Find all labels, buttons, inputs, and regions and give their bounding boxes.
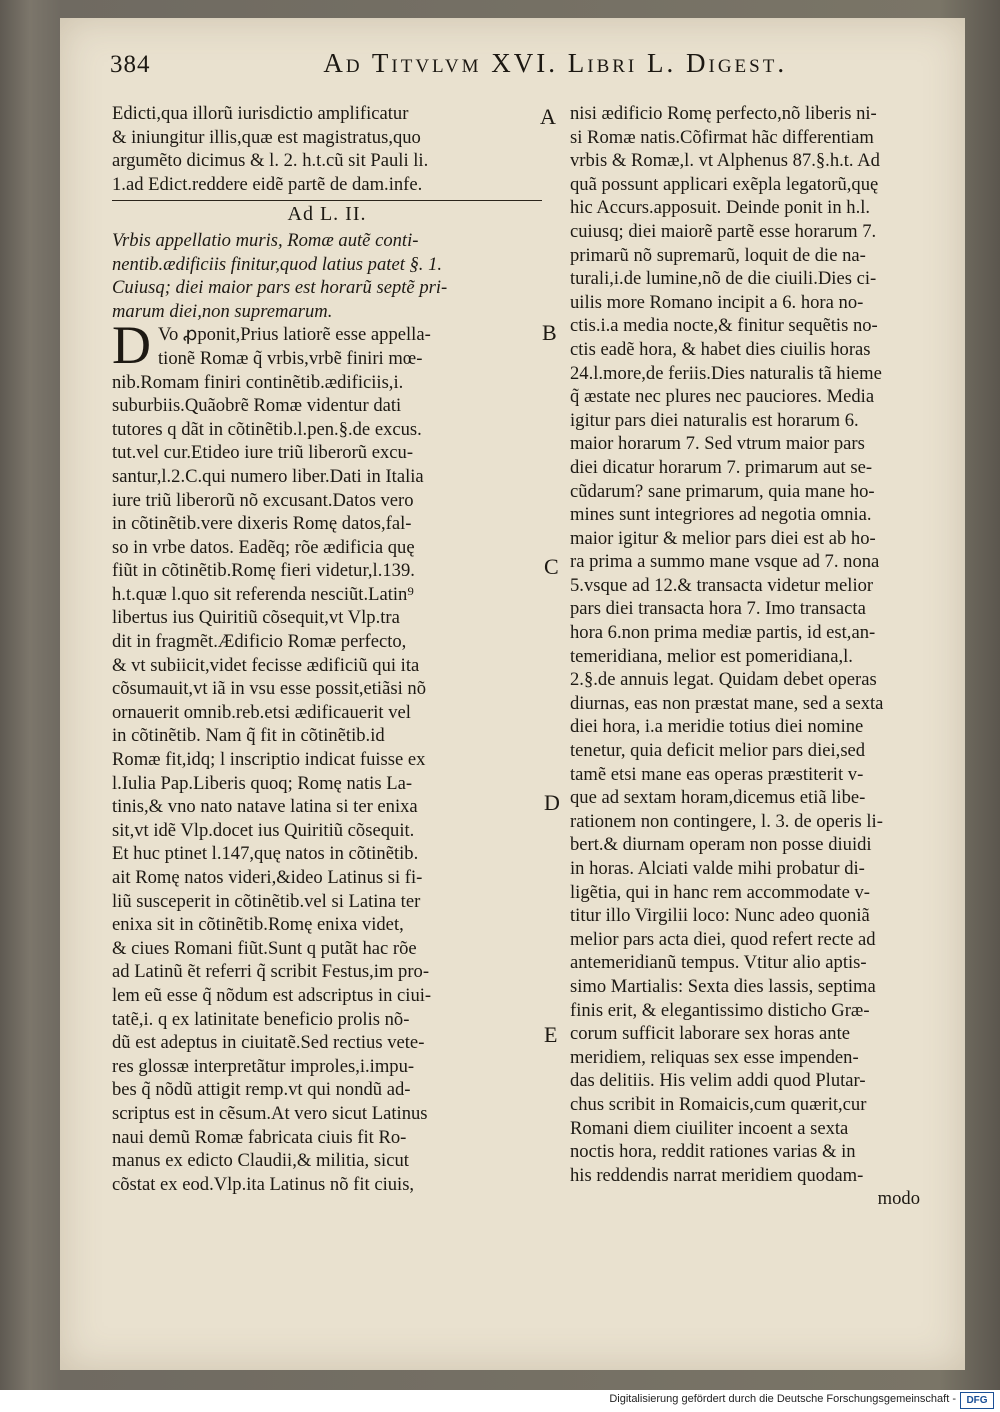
dropcap-text: Vo ꝓponit,Prius latiorẽ esse appella- bbox=[158, 324, 431, 346]
text-line: diei dicatur horarum 7. primarum aut se- bbox=[570, 456, 873, 478]
text-line: meridiem, reliquas sex esse impenden- bbox=[570, 1046, 859, 1068]
text-line: ligẽtia, qui in hanc rem accommodate v- bbox=[570, 881, 870, 903]
text-line: naui demũ Romæ fabricata ciuis fit Ro- bbox=[112, 1126, 407, 1148]
text-line: libertus ius Quiritiũ cõsequit,vt Vlp.tra bbox=[112, 607, 400, 629]
left-column bbox=[112, 102, 542, 1196]
running-head bbox=[110, 48, 920, 79]
text-line: tamẽ etsi mane eas operas præstiterit v- bbox=[570, 763, 864, 785]
text-line: liũ susceperit in cõtinẽtib.vel si Latina ter bbox=[112, 890, 421, 912]
text-line: bert.& diurnam operam non posse diuidi bbox=[570, 834, 872, 856]
text-line: pars diei transacta hora 7. Imo transacta bbox=[570, 598, 866, 620]
left-body-text bbox=[112, 371, 542, 1197]
text-line: tinis,& vno nato natave latina si ter enixa bbox=[112, 796, 418, 818]
margin-letter-e: E bbox=[544, 1022, 558, 1047]
text-line: 5.vsque ad 12.& transacta videtur melior bbox=[570, 574, 874, 596]
text-line: corum sufficit laborare sex horas ante bbox=[570, 1023, 851, 1045]
text-line: antemeridianũ tempus. Vtitur alio aptis- bbox=[570, 952, 867, 974]
text-line: primarũ nõ supremarũ, loquit de die na- bbox=[570, 244, 866, 266]
text-line: tatẽ,i. q ex latinitate beneficio prolis nõ- bbox=[112, 1008, 410, 1030]
text-line: simo Martialis: Sexta dies lassis, septima bbox=[570, 975, 876, 997]
text-line: in cõtinẽtib. Nam q̃ fit in cõtinẽtib.id bbox=[112, 725, 385, 747]
text-line: manus ex edicto Claudii,& militia, sicut bbox=[112, 1150, 409, 1172]
text-line: cõsumauit,vt iã in vsu esse possit,etiãsi nõ bbox=[112, 678, 426, 700]
section-heading: Ad L. II. bbox=[287, 203, 367, 226]
text-line: uilis more Romano incipit a 6. hora no- bbox=[570, 291, 864, 313]
text-line: diurnas, eas non præstat mane, sed a sexta bbox=[570, 692, 884, 714]
text-line: finis erit, & elegantissimo disticho Græ- bbox=[570, 999, 870, 1021]
text-line: tutores q dãt in cõtinẽtib.l.pen.§.de excus. bbox=[112, 418, 422, 440]
text-line: si Romæ natis.Cõfirmat hãc differentiam bbox=[570, 126, 874, 148]
text-line: tenetur, quia deficit melior pars diei,sed bbox=[570, 740, 866, 762]
page-title: Ad Titvlvm XVI. Libri L. Digest. bbox=[323, 48, 788, 78]
text-line: noctis hora, reddit rationes varias & in bbox=[570, 1141, 856, 1163]
text-line: so in vrbe datos. Eadẽq; rõe ædificia quę bbox=[112, 536, 415, 558]
right-column bbox=[570, 102, 920, 1211]
margin-letter-c: C bbox=[544, 554, 559, 579]
text-line: suburbiis.Quãobrẽ Romæ videntur dati bbox=[112, 395, 402, 417]
summary-line: Cuiusq; diei maior pars est horarũ septẽ pri- bbox=[112, 277, 448, 299]
text-line: res glossæ interpretãtur improles,i.impu- bbox=[112, 1055, 415, 1077]
text-line: nib.Romam finiri continẽtib.ædificiis,i. bbox=[112, 371, 404, 393]
text-line: 1.ad Edict.reddere eidẽ partẽ de dam.infe. bbox=[112, 173, 423, 195]
text-line: melior pars acta diei, quod refert recte ad bbox=[570, 928, 876, 950]
text-line: lem eũ esse q̃ nõdum est adscriptus in ciui- bbox=[112, 984, 432, 1006]
dropcap-letter: D bbox=[112, 315, 151, 376]
section-summary bbox=[112, 229, 542, 323]
text-line: & ciues Romani fiũt.Sunt q putãt hac rõe bbox=[112, 937, 417, 959]
text-line: titur illo Virgilii loco: Nunc adeo quoniã bbox=[570, 905, 870, 927]
margin-letter-a: A bbox=[540, 104, 556, 129]
text-line: Romani diem ciuiliter incoent a sexta bbox=[570, 1117, 849, 1139]
text-line: hic Accurs.apposuit. Deinde ponit in h.l. bbox=[570, 197, 871, 219]
text-line: & iniungitur illis,quæ est magistratus,quo bbox=[112, 126, 421, 148]
text-line: Et huc ptinet l.147,quę natos in cõtinẽtib. bbox=[112, 843, 419, 865]
text-line: in cõtinẽtib.vere dixeris Romę datos,fal- bbox=[112, 513, 412, 535]
text-line: rationem non contingere, l. 3. de operis li- bbox=[570, 810, 883, 832]
text-line: nisi ædificio Romę perfecto,nõ liberis ni- bbox=[570, 103, 877, 124]
text-line: cũdarum? sane primarum, quia mane ho- bbox=[570, 480, 875, 502]
text-line: argumẽto dicimus & l. 2. h.t.cũ sit Pauli li. bbox=[112, 150, 429, 172]
text-line: quã possunt applicari exẽpla legatorũ,quę bbox=[570, 173, 879, 195]
text-line: maior igitur & melior pars diei est ab ho- bbox=[570, 527, 876, 549]
text-line: h.t.quæ l.quo sit referenda nesciũt.Latin⁹ bbox=[112, 583, 414, 605]
text-line: cuiusq; diei maiorẽ partẽ esse horarum 7. bbox=[570, 220, 877, 242]
text-line: dũ est adeptus in ciuitatẽ.Sed rectius vete- bbox=[112, 1032, 425, 1054]
dropcap-text: tionẽ Romæ q̃ vrbis,vrbẽ finiri mœ- bbox=[158, 347, 423, 369]
text-line: turali,i.de lumine,nõ de die ciuili.Dies ci- bbox=[570, 268, 877, 290]
text-line: das delitiis. His velim addi quod Plutar- bbox=[570, 1070, 866, 1092]
text-line: temeridiana, melior est pomeridiana,l. bbox=[570, 645, 853, 667]
margin-letter-b: B bbox=[542, 320, 557, 345]
text-line: vrbis & Romæ,l. vt Alphenus 87.§.h.t. Ad bbox=[570, 150, 880, 172]
text-line: diei hora, i.a meridie totius diei nomine bbox=[570, 716, 864, 738]
text-line: ra prima a summo mane vsque ad 7. nona bbox=[570, 551, 880, 573]
left-intro-lines bbox=[112, 102, 542, 196]
text-line: dit in fragmẽt.Ædificio Romæ perfecto, bbox=[112, 631, 407, 653]
text-line: ornauerit omnib.reb.etsi ædificauerit vel bbox=[112, 701, 411, 723]
text-line: cõstat ex eod.Vlp.ita Latinus nõ fit ciuis, bbox=[112, 1173, 415, 1195]
text-line: l.Iulia Pap.Liberis quoq; Romę natis La- bbox=[112, 772, 413, 794]
text-line: bes q̃ nõdũ attigit remp.vt qui nondũ ad- bbox=[112, 1079, 411, 1101]
text-line: maior horarum 7. Sed vtrum maior pars bbox=[570, 433, 865, 455]
margin-letter-d: D bbox=[544, 790, 560, 815]
text-line: his reddendis narrat meridiem quodam- bbox=[570, 1164, 864, 1186]
text-line: santur,l.2.C.qui numero liber.Dati in Italia bbox=[112, 465, 424, 487]
summary-line: nentib.ædificiis finitur,quod latius patet §. 1. bbox=[112, 253, 443, 275]
text-line: tut.vel cur.Etideo iure triũ liberorũ excu- bbox=[112, 442, 414, 464]
text-line: Edicti,qua illorũ iurisdictio amplificatur bbox=[112, 103, 409, 124]
dropcap-line-2 bbox=[112, 347, 542, 371]
page-number: 384 bbox=[110, 51, 151, 78]
dfg-logo-icon: DFG bbox=[960, 1392, 994, 1409]
footer-bar bbox=[0, 1390, 1000, 1412]
text-line: sit,vt idẽ Vlp.docet ius Quiritiũ cõsequit. bbox=[112, 819, 415, 841]
text-line: mines sunt integriores ad negotia omnia. bbox=[570, 504, 872, 526]
text-line: igitur pars diei naturalis est horarum 6. bbox=[570, 409, 859, 431]
footer-credit: Digitalisierung gefördert durch die Deutsche Forschungsgemeinschaft - bbox=[609, 1393, 956, 1405]
text-line: in horas. Alciati valde mihi probatur di- bbox=[570, 858, 865, 879]
section-rule bbox=[112, 200, 542, 201]
text-line: que ad sextam horam,dicemus etiã libe- bbox=[570, 787, 866, 809]
text-line: chus scribit in Romaicis,cum quærit,cur bbox=[570, 1093, 867, 1115]
summary-line: Vrbis appellatio muris, Romæ autẽ conti- bbox=[112, 229, 419, 251]
text-line: 2.§.de annuis legat. Quidam debet operas bbox=[570, 669, 877, 691]
text-line: enixa sit in cõtinẽtib.Romę enixa videt, bbox=[112, 914, 404, 936]
text-line: 24.l.more,de feriis.Dies naturalis tã hieme bbox=[570, 362, 882, 384]
text-line: ctis eadẽ hora, & habet dies ciuilis horas bbox=[570, 338, 871, 360]
summary-line: marum diei,non supremarum. bbox=[112, 300, 333, 322]
text-line: ad Latinũ ẽt referri q̃ scribit Festus,im pro- bbox=[112, 961, 430, 983]
right-body-text bbox=[570, 102, 920, 1187]
text-line: & vt subiicit,videt fecisse ædificiũ qui ita bbox=[112, 654, 420, 676]
text-line: ait Romę natos videri,&ideo Latinus si fi- bbox=[112, 867, 423, 888]
text-line: scriptus est in cẽsum.At vero sicut Latinus bbox=[112, 1102, 428, 1124]
text-line: fiũt in cõtinẽtib.Romę fieri videtur,l.139. bbox=[112, 560, 415, 582]
text-line: q̃ æstate nec plures nec pauciores. Media bbox=[570, 386, 875, 408]
text-line: iure triũ liberorũ nõ excusant.Datos vero bbox=[112, 489, 414, 511]
text-line: ctis.i.a media nocte,& finitur sequẽtis no- bbox=[570, 315, 878, 337]
text-line: hora 6.non prima mediæ partis, id est,an- bbox=[570, 622, 876, 644]
catchword: modo bbox=[877, 1188, 920, 1210]
text-line: Romæ fit,idq; l inscriptio indicat fuisse ex bbox=[112, 749, 426, 771]
